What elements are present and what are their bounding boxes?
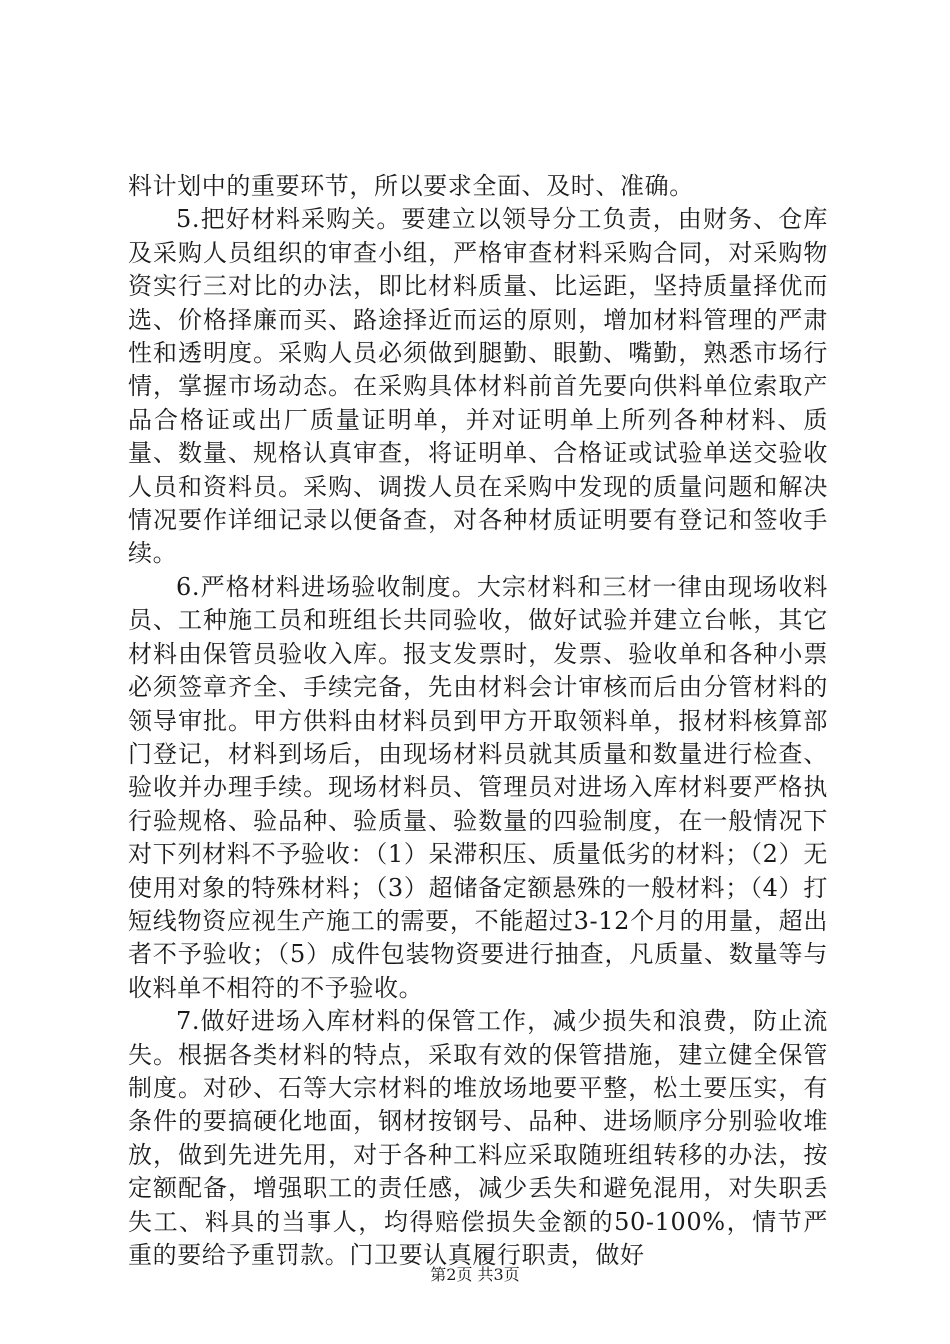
paragraph-continuation: 料计划中的重要环节，所以要求全面、及时、准确。 xyxy=(128,172,694,200)
document-body xyxy=(128,170,828,1272)
paragraph-item-7: 7.做好进场入库材料的保管工作，减少损失和浪费，防止流失。根据各类材料的特点，采取有效的保管措施，建立健全保管制度。对砂、石等大宗材料的堆放场地要平整，松土要压实，有条件的要搞硬化地面，钢材按钢号、品种、进场顺序分别验收堆放，做到先进先用，对于各种工料应采取随班组转移的办法，按定额配备，增强职工的责任感，减少丢失和避免混用，对失职丢失工、料具的当事人，均得赔偿损失金额的50-100%，情节严重的要给予重罚款。门卫要认真履行职责，做好 xyxy=(128,1007,828,1269)
paragraph-item-6: 6.严格材料进场验收制度。大宗材料和三材一律由现场收料员、工种施工员和班组长共同验收，做好试验并建立台帐，其它材料由保管员验收入库。报支发票时，发票、验收单和各种小票必须签章齐全、手续完备，先由材料会计审核而后由分管材料的领导审批。甲方供料由材料员到甲方开取领料单，报材料核算部门登记，材料到场后，由现场材料员就其质量和数量进行检查、验收并办理手续。现场材料员、管理员对进场入库材料要严格执行验规格、验品种、验质量、验数量的四验制度，在一般情况下对下列材料不予验收：（1）呆滞积压、质量低劣的材料；（2）无使用对象的特殊材料；（3）超储备定额悬殊的一般材料；（4）打短线物资应视生产施工的需要，不能超过3-12个月的用量，超出者不予验收；（5）成件包装物资要进行抽查，凡质量、数量等与收料单不相符的不予验收。 xyxy=(128,572,828,1002)
page-number-footer: 第2页 共3页 xyxy=(430,1265,520,1284)
paragraph-item-5: 5.把好材料采购关。要建立以领导分工负责，由财务、仓库及采购人员组织的审查小组，严格审查材料采购合同，对采购物资实行三对比的办法，即比材料质量、比运距，坚持质量择优而选、价格择廉而买、路途择近而运的原则，增加材料管理的严肃性和透明度。采购人员必须做到腿勤、眼勤、嘴勤，熟悉市场行情，掌握市场动态。在采购具体材料前首先要向供料单位索取产品合格证或出厂质量证明单，并对证明单上所列各种材料、质量、数量、规格认真审查，将证明单、合格证或试验单送交验收人员和资料员。采购、调拨人员在采购中发现的质量问题和解决情况要作详细记录以便备查，对各种材质证明要有登记和签收手续。 xyxy=(128,205,828,568)
